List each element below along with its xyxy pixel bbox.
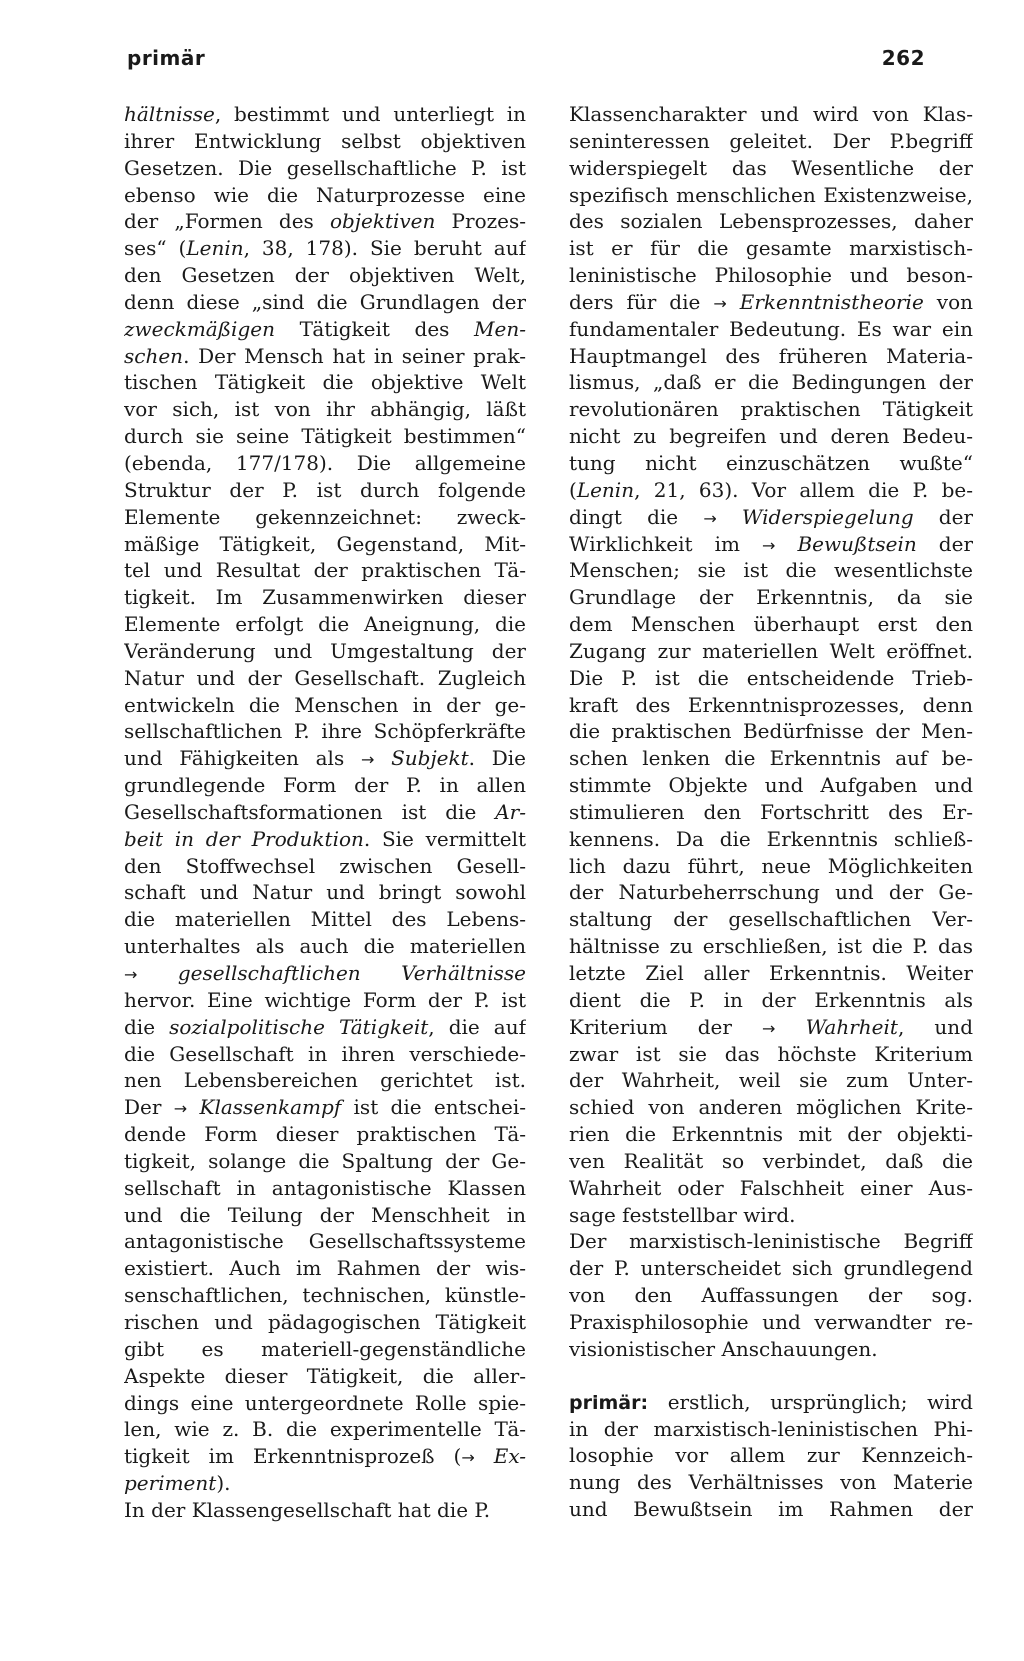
text-line: und Fähigkeiten als → Subjekt. Die [124,746,526,771]
text-line: dings eine untergeordnete Rolle spie- [124,1390,526,1415]
text-line: von den Auffassungen der sog. [569,1283,973,1308]
text-line: in der marxistisch-leninistischen Phi- [569,1416,973,1441]
text-line: Wahrheit oder Falschheit einer Aus- [569,1175,973,1200]
text-line: Gesellschaftsformationen ist die Ar- [124,799,526,824]
text-line: zweckmäßigen Tätigkeit des Men- [124,316,526,341]
text-line: lich dazu führt, neue Möglichkeiten [569,853,973,878]
text-line: des sozialen Lebensprozesses, daher [569,209,973,234]
text-line: grundlegende Form der P. in allen [124,773,526,798]
text-line: seninteressen geleitet. Der P.begriff [569,128,973,153]
left-column [124,101,526,1524]
text-line: tigkeit. Im Zusammenwirken dieser [124,585,526,610]
text-line: durch sie seine Tätigkeit bestimmen“ [124,424,526,449]
text-line: stimulieren den Fortschritt des Er- [569,799,973,824]
text-line: Struktur der P. ist durch folgende [124,477,526,502]
text-line: revolutionären praktischen Tätigkeit [569,397,973,422]
text-line: gibt es materiell-gegenständliche [124,1336,526,1361]
text-line: Natur und der Gesellschaft. Zugleich [124,665,526,690]
text-line: staltung der gesellschaftlichen Ver- [569,907,973,932]
text-line: die praktischen Bedürfnisse der Men- [569,719,973,744]
text-line: primär: erstlich, ursprünglich; wird [569,1389,973,1414]
text-line: schen lenken die Erkenntnis auf be- [569,746,973,771]
text-line: schied von anderen möglichen Krite- [569,1095,973,1120]
text-line: tigkeit im Erkenntnisprozeß (→ Ex- [124,1444,526,1469]
text-line: → gesellschaftlichen Verhältnisse [124,961,526,985]
text-line: Aspekte dieser Tätigkeit, die aller- [124,1363,526,1388]
text-line: die materiellen Mittel des Lebens- [124,907,526,932]
text-line: lismus, „daß er die Bedingungen der [569,370,973,395]
text-line: nung des Verhältnisses von Materie [569,1470,973,1495]
text-line: denn diese „sind die Grundlagen der [124,289,526,314]
text-line: die Gesellschaft in ihren verschiede- [124,1041,526,1066]
text-line: dem Menschen überhaupt erst den [569,612,973,637]
text-line: Veränderung und Umgestaltung der [124,638,526,663]
text-line: unterhaltes als auch die materiellen [124,934,526,959]
text-line: tung nicht einzuschätzen wußte“ [569,450,973,475]
text-line: widerspiegelt das Wesentliche der [569,155,973,180]
text-line: zwar ist sie das höchste Kriterium [569,1041,973,1066]
text-line: len, wie z. B. die experimentelle Tä- [124,1417,526,1442]
text-line: tel und Resultat der praktischen Tä- [124,558,526,583]
text-line: rien die Erkenntnis mit der objekti- [569,1122,973,1147]
text-line: stimmte Objekte und Aufgaben und [569,773,973,798]
text-line: Grundlage der Erkenntnis, da sie [569,585,973,610]
text-line: periment). [124,1471,231,1496]
text-line: nicht zu begreifen und deren Bedeu- [569,424,973,449]
text-line: hältnisse zu erschließen, ist die P. das [569,934,973,959]
text-line: In der Klassengesellschaft hat die P. [124,1497,491,1522]
text-line: sellschaft in antagonistische Klassen [124,1175,526,1200]
text-line: Der marxistisch-leninistische Begriff [569,1229,973,1254]
text-line: ven Realität so verbindet, daß die [569,1148,973,1173]
text-line: senschaftlichen, technischen, künstle- [124,1283,526,1308]
text-line: tischen Tätigkeit die objektive Welt [124,370,526,395]
text-line: rischen und pädagogischen Tätigkeit [124,1309,526,1334]
text-line: antagonistische Gesellschaftssysteme [124,1229,526,1254]
text-line: (Lenin, 21, 63). Vor allem die P. be- [569,477,973,502]
text-line: Elemente erfolgt die Aneignung, die [124,612,526,637]
text-line: Zugang zur materiellen Welt eröffnet. [569,638,973,663]
text-line: losophie vor allem zur Kennzeich- [569,1443,973,1468]
right-column [569,101,973,1523]
text-line: dient die P. in der Erkenntnis als [569,987,973,1012]
text-line: kennens. Da die Erkenntnis schließ- [569,826,973,851]
text-line: (ebenda, 177/178). Die allgemeine [124,450,526,475]
text-line: der Naturbeherrschung und der Ge- [569,880,973,905]
text-line: sellschaftlichen P. ihre Schöpferkräfte [124,719,526,744]
text-line: ders für die → Erkenntnistheorie von [569,289,973,314]
text-line: existiert. Auch im Rahmen der wis- [124,1256,526,1281]
text-line: den Stoffwechsel zwischen Gesell- [124,853,526,878]
text-line: der Wahrheit, weil sie zum Unter- [569,1068,973,1093]
text-line: Elemente gekennzeichnet: zweck- [124,504,526,529]
text-line: die sozialpolitische Tätigkeit, die auf [124,1014,526,1039]
text-line: und Bewußtsein im Rahmen der [569,1497,973,1522]
text-line: beit in der Produktion. Sie vermittelt [124,826,526,851]
text-line: Wirklichkeit im → Bewußtsein der [569,531,973,556]
text-line: ebenso wie die Naturprozesse eine [124,182,526,207]
running-head-keyword: primär [127,46,206,70]
text-line: mäßige Tätigkeit, Gegenstand, Mit- [124,531,526,556]
text-line: ist er für die gesamte marxistisch- [569,236,973,261]
text-line: vor sich, ist von ihr abhängig, läßt [124,397,526,422]
entry-separator [569,1363,973,1389]
text-line: visionistischer Anschauungen. [569,1336,878,1361]
text-line: den Gesetzen der objektiven Welt, [124,263,526,288]
text-line: Menschen; sie ist die wesentlichste [569,558,973,583]
text-line: entwickeln die Menschen in der ge- [124,692,526,717]
text-line: schen. Der Mensch hat in seiner prak- [124,343,526,368]
text-line: der P. unterscheidet sich grundlegend [569,1256,973,1281]
text-line: Der → Klassenkampf ist die entschei- [124,1095,526,1120]
text-line: Praxisphilosophie und verwandter re- [569,1309,973,1334]
text-line: Klassencharakter und wird von Klas- [569,102,973,126]
text-line: sage feststellbar wird. [569,1202,796,1227]
text-line: schaft und Natur und bringt sowohl [124,880,526,905]
text-line: fundamentaler Bedeutung. Es war ein [569,316,973,341]
text-line: leninistische Philosophie und beson- [569,263,973,288]
text-line: ses“ (Lenin, 38, 178). Sie beruht auf [124,236,526,261]
text-line: letzte Ziel aller Erkenntnis. Weiter [569,961,973,985]
text-line: nen Lebensbereichen gerichtet ist. [124,1068,526,1093]
text-line: ihrer Entwicklung selbst objektiven [124,128,526,153]
text-line: Gesetzen. Die gesellschaftliche P. ist [124,155,526,180]
text-line: der „Formen des objektiven Prozes- [124,209,526,234]
text-line: Die P. ist die entscheidende Trieb- [569,665,973,690]
text-line: dingt die → Widerspiegelung der [569,504,973,529]
text-line: tigkeit, solange die Spaltung der Ge- [124,1148,526,1173]
text-line: Hauptmangel des früheren Materia- [569,343,973,368]
text-line: Kriterium der → Wahrheit, und [569,1014,973,1039]
text-line: hältnisse, bestimmt und unterliegt in [124,102,526,126]
text-line: kraft des Erkenntnisprozesses, denn [569,692,973,717]
page-number: 262 [881,46,925,70]
entry-headword: primär: [569,1391,649,1414]
text-line: und die Teilung der Menschheit in [124,1202,526,1227]
text-line: spezifisch menschlichen Existenzweise, [569,182,973,207]
text-line: dende Form dieser praktischen Tä- [124,1122,526,1147]
text-line: hervor. Eine wichtige Form der P. ist [124,987,526,1012]
